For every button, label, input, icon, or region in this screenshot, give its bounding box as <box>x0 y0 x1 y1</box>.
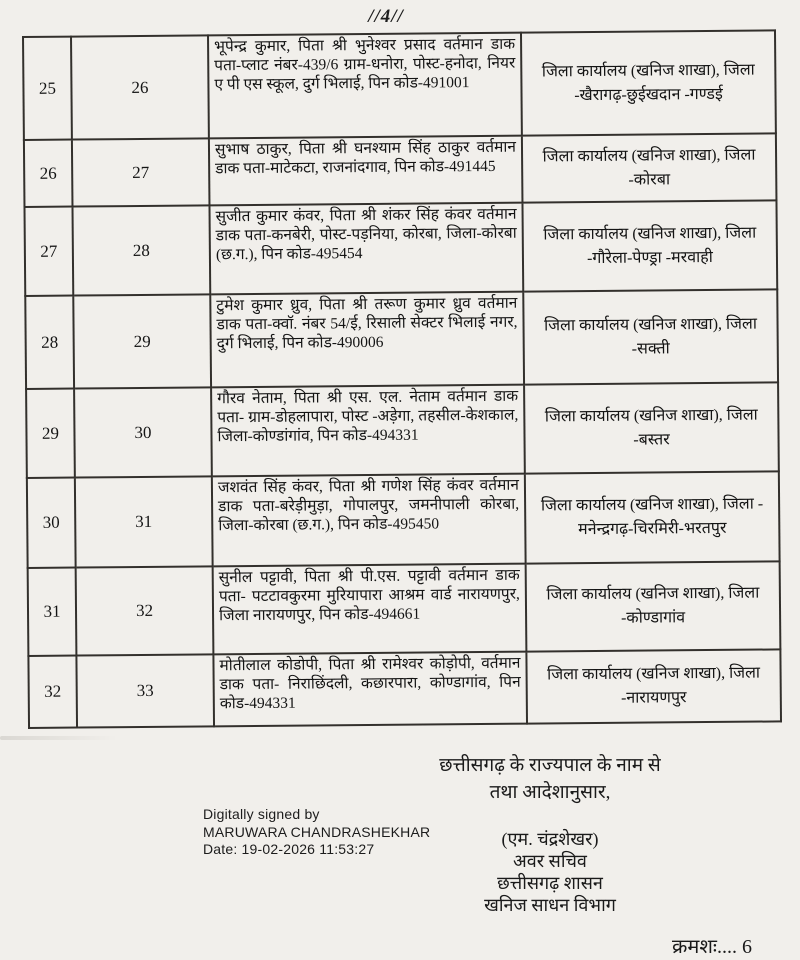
signatory-block <box>395 828 705 916</box>
serial-number: 28 <box>25 296 74 389</box>
list-number: 28 <box>72 205 210 295</box>
authority-line-1: छत्तीसगढ़ के राज्यपाल के नाम से <box>439 755 661 776</box>
digital-signature-name: MARUWARA CHANDRASHEKHAR <box>203 823 431 840</box>
applicant-details: मोतीलाल कोडोपी, पिता श्री रामेश्वर कोड़ोपी, वर्तमान डाक पता- निराछिंदली, कछारपारा, कोण्डागांव, पिन कोड-494331 <box>213 652 527 727</box>
list-number: 30 <box>74 387 212 477</box>
authority-line-2: तथा आदेशानुसार, <box>489 782 611 803</box>
applicant-details: जशवंत सिंह कंवर, पिता श्री गणेश सिंह कंवर वर्तमान डाक पता-बरेड़ीमुड़ा, गोपालपुर, जमनीपाली कोरबा, जिला-कोरबा (छ.ग.), पिन कोड-495450 <box>212 474 526 567</box>
digital-signature-date: Date: 19-02-2026 11:53:27 <box>203 841 375 857</box>
applicant-details: गौरव नेताम, पिता श्री एस. एल. नेताम वर्तमान डाक पता- ग्राम-डोहलापारा, पोस्ट -अड़ेगा, तहसील-केशकाल, जिला-कोण्डांगांव, पिन कोड-494331 <box>211 385 525 477</box>
serial-number: 31 <box>28 568 77 656</box>
continuation-label: क्रमशः.... 6 <box>672 936 752 958</box>
list-number: 31 <box>75 476 213 567</box>
applicant-details: भूपेन्द्र कुमार, पिता श्री भुनेश्वर प्रसाद वर्तमान डाक पता-प्लाट नंबर-439/6 ग्राम-धनोरा, पोस्ट-हनोदा, नियर ए पी एस स्कूल, दुर्ग भिलाई, पिन कोड-491001 <box>208 33 522 139</box>
applicants-table <box>22 29 782 729</box>
serial-number: 30 <box>27 478 76 568</box>
serial-number: 27 <box>24 207 73 296</box>
scan-smudge <box>0 736 130 740</box>
serial-number: 29 <box>26 389 75 478</box>
table-row <box>23 30 776 140</box>
signatory-title: अवर सचिव <box>513 851 587 871</box>
serial-number: 25 <box>23 37 72 140</box>
district-office: जिला कार्यालय (खनिज शाखा), जिला -बस्तर <box>524 382 779 473</box>
district-office: जिला कार्यालय (खनिज शाखा), जिला -गौरेला-पेण्ड्रा -मरवाही <box>522 200 777 291</box>
table-row <box>24 200 777 296</box>
signatory-name: (एम. चंद्रशेखर) <box>501 829 599 849</box>
applicant-details: सुनील पट्टावी, पिता श्री पी.एस. पट्टावी वर्तमान डाक पता- पटटावकुरमा मुरियापारा आश्रम वार्ड नारायणपुर, जिला नारायणपुर, पिन कोड-494661 <box>213 564 527 655</box>
list-number: 29 <box>73 294 211 388</box>
list-number: 27 <box>72 138 210 206</box>
list-number: 26 <box>71 35 209 139</box>
table-row <box>27 471 780 568</box>
district-office: जिला कार्यालय (खनिज शाखा), जिला -खैरागढ़-छुईखदान -गण्डई <box>521 30 776 135</box>
applicant-details: सुभाष ठाकुर, पिता श्री घनश्याम सिंह ठाकुर वर्तमान डाक पता-माटेकटा, राजनांदगाव, पिन कोड-491445 <box>209 136 523 206</box>
table-row <box>28 649 781 728</box>
applicant-details: सुजीत कुमार कंवर, पिता श्री शंकर सिंह कंवर वर्तमान डाक पता-कनबेरी, पोस्ट-पड़निया, कोरबा, जिला-कोरबा (छ.ग.), पिन कोड-495454 <box>209 203 523 295</box>
list-number: 33 <box>76 654 214 727</box>
table-row <box>24 133 777 207</box>
district-office: जिला कार्यालय (खनिज शाखा), जिला -नारायणपुर <box>526 649 781 723</box>
digital-signature-line-1: Digitally signed by <box>203 806 320 822</box>
list-number: 32 <box>76 566 214 655</box>
table-row <box>26 382 779 478</box>
serial-number: 32 <box>28 656 77 728</box>
table-row <box>28 561 781 656</box>
district-office: जिला कार्यालय (खनिज शाखा), जिला -कोरबा <box>522 133 777 202</box>
district-office: जिला कार्यालय (खनिज शाखा), जिला -कोण्डागांव <box>526 561 781 651</box>
district-office: जिला कार्यालय (खनिज शाखा), जिला -सक्ती <box>523 289 778 384</box>
closing-authority-text <box>385 752 715 806</box>
district-office: जिला कार्यालय (खनिज शाखा), जिला - मनेन्द्रगढ़-चिरमिरी-भरतपुर <box>525 471 780 563</box>
applicant-details: टुमेश कुमार ध्रुव, पिता श्री तरूण कुमार ध्रुव वर्तमान डाक पता-क्वॉ. नंबर 54/ई, रिसाली सेक्टर भिलाई नगर, दुर्ग भिलाई, पिन कोड-490006 <box>210 292 524 388</box>
serial-number: 26 <box>24 140 73 207</box>
table-row <box>25 289 778 389</box>
signatory-government: छत्तीसगढ़ शासन <box>497 873 603 893</box>
page-number: //4// <box>368 6 404 27</box>
signatory-department: खनिज साधन विभाग <box>484 895 616 915</box>
